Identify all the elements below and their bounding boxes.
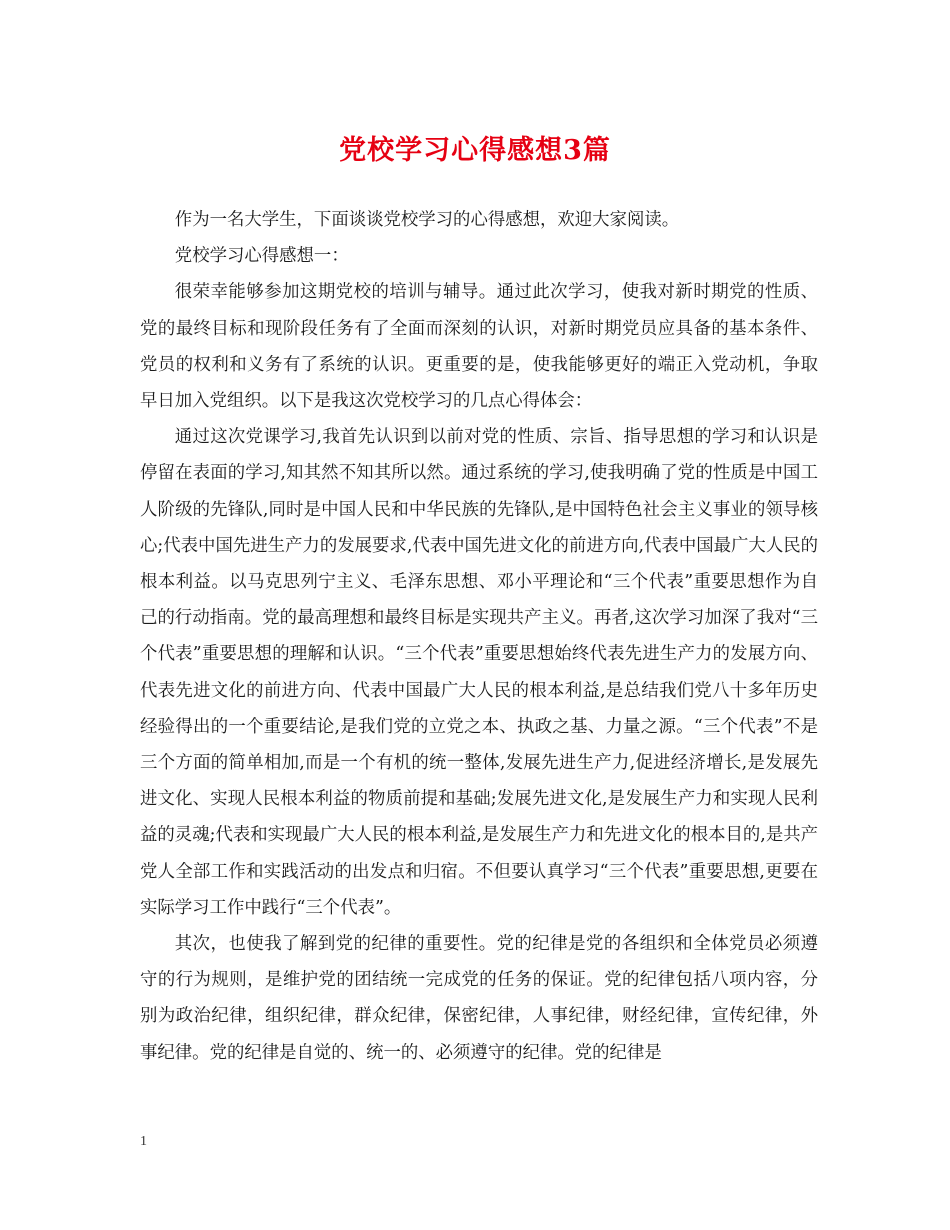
section-heading: 党校学习心得感想一： bbox=[174, 246, 349, 267]
page-number: 1 bbox=[140, 1134, 147, 1149]
paragraph: 很荣幸能够参加这期党校的培训与辅导。通过此次学习，使我对新时期党的性质、党的最终目标和现阶段任务有了全面而深刻的认识，对新时期党员应具备的基本条件、党员的权利和义务有了系统的认识。更重要的是，使我能够更好的端正入党动机，争取早日加入党组织。以下是我这次党校学习的几点心得体会： bbox=[140, 282, 818, 412]
document-title: 党校学习心得感想3篇 bbox=[339, 135, 611, 166]
paragraph-intro: 作为一名大学生，下面谈谈党校学习的心得感想，欢迎大家阅读。 bbox=[174, 210, 680, 230]
paragraph: 通过这次党课学习,我首先认识到以前对党的性质、宗旨、指导思想的学习和认识是停留在表面的学习,知其然不知其所以然。通过系统的学习,使我明确了党的性质是中国工人阶级的先锋队,同时是中国人民和中华民族的先锋队,是中国特色社会主义事业的领导核心;代表中国先进生产力的发展要求,代表中国先进文化的前进方向,代表中国最广大人民的根本利益。以马克思列宁主义、毛泽东思想、邓小平理论和“三个代表”重要思想作为自己的行动指南。党的最高理想和最终目标是实现共产主义。再者,这次学习加深了我对“三个代表”重要思想的理解和认识。“三个代表”重要思想始终代表先进生产力的发展方向、代表先进文化的前进方向、代表中国最广大人民的根本利益,是总结我们党八十多年历史经验得出的一个重要结论,是我们党的立党之本、执政之基、力量之源。“三个代表”不是三个方面的简单相加,而是一个有机的统一整体,发展先进生产力,促进经济增长,是发展先进文化、实现人民根本利益的物质前提和基础;发展先进文化,是发展生产力和实现人民利益的灵魂;代表和实现最广大人民的根本利益,是发展生产力和先进文化的根本目的,是共产党人全部工作和实践活动的出发点和归宿。不但要认真学习“三个代表”重要思想,更要在实际学习工作中践行“三个代表”。 bbox=[140, 427, 818, 918]
document-body bbox=[140, 202, 818, 1071]
paragraph: 其次，也使我了解到党的纪律的重要性。党的纪律是党的各组织和全体党员必须遵守的行为规则，是维护党的团结统一完成党的任务的保证。党的纪律包括八项内容，分别为政治纪律，组织纪律，群众纪律，保密纪律，人事纪律，财经纪律，宣传纪律，外事纪律。党的纪律是自觉的、统一的、必须遵守的纪律。党的纪律是 bbox=[140, 934, 818, 1063]
